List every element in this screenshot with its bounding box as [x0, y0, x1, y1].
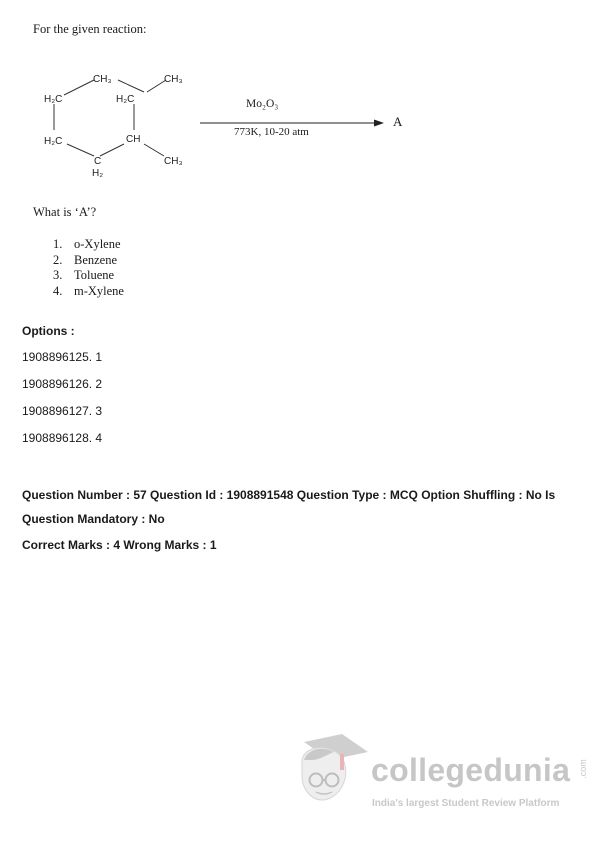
- option-id-4: 1908896128. 4: [22, 431, 103, 445]
- structure-bonds: [54, 80, 166, 156]
- reaction-arrow-icon: [196, 96, 416, 146]
- reagent-label: Mo₂O₃: [246, 98, 279, 110]
- question-meta-line-3: Correct Marks : 4 Wrong Marks : 1: [22, 538, 217, 552]
- option-id-2: 1908896126. 2: [22, 377, 103, 391]
- conditions-label: 773K, 10-20 atm: [234, 126, 309, 138]
- label-ch3-bottom-right: CH₃: [164, 156, 183, 167]
- choice-number: 3.: [53, 268, 63, 282]
- question-intro: For the given reaction:: [33, 22, 147, 36]
- bond: [100, 144, 124, 156]
- structure-diagram: [36, 68, 206, 188]
- options-heading: Options :: [22, 324, 75, 338]
- bond: [118, 80, 144, 92]
- logo-domain-suffix: .com: [577, 759, 588, 779]
- student-mascot-icon: [290, 730, 370, 820]
- logo-wordmark: collegedunia: [371, 752, 571, 788]
- question-text: What is ‘A’?: [33, 205, 97, 219]
- choice-text: Benzene: [74, 252, 118, 267]
- choice-item: [53, 237, 124, 253]
- label-ch3-top-right: CH₃: [164, 74, 183, 85]
- label-h2-bottom: H₂: [92, 168, 104, 179]
- choice-item: [53, 284, 124, 300]
- logo-tagline: India's largest Student Review Platform: [372, 798, 560, 809]
- option-id-1: 1908896125. 1: [22, 350, 103, 364]
- label-ch3-top: CH₃: [93, 74, 112, 85]
- bond: [144, 144, 164, 156]
- answer-choices: [53, 237, 124, 299]
- choice-number: 1.: [53, 237, 63, 251]
- reaction-arrow-group: [196, 96, 416, 146]
- choice-number: 2.: [53, 252, 63, 267]
- label-h2c-inner: H₂C: [116, 94, 135, 105]
- reactant-structure: [36, 68, 206, 193]
- bond: [64, 80, 94, 95]
- choice-item: [53, 268, 124, 284]
- choice-number: 4.: [53, 283, 63, 298]
- product-label: A: [393, 114, 403, 129]
- choice-text: m-Xylene: [74, 283, 124, 298]
- label-h2c-left-bottom: H₂C: [44, 136, 63, 147]
- choice-text: o-Xylene: [74, 237, 121, 251]
- label-h2c-left-top: H₂C: [44, 94, 63, 105]
- option-id-3: 1908896127. 3: [22, 404, 103, 418]
- question-meta-line-2: Question Mandatory : No: [22, 512, 165, 526]
- choice-item: [53, 253, 124, 269]
- collegedunia-watermark: [290, 730, 590, 820]
- choice-text: Toluene: [74, 268, 115, 282]
- label-ch: CH: [126, 134, 141, 145]
- question-meta-line-1: Question Number : 57 Question Id : 1908891548 Question Type : MCQ Option Shuffling : No Is: [22, 488, 556, 502]
- bond: [67, 144, 94, 156]
- label-c-bottom: C: [94, 156, 102, 167]
